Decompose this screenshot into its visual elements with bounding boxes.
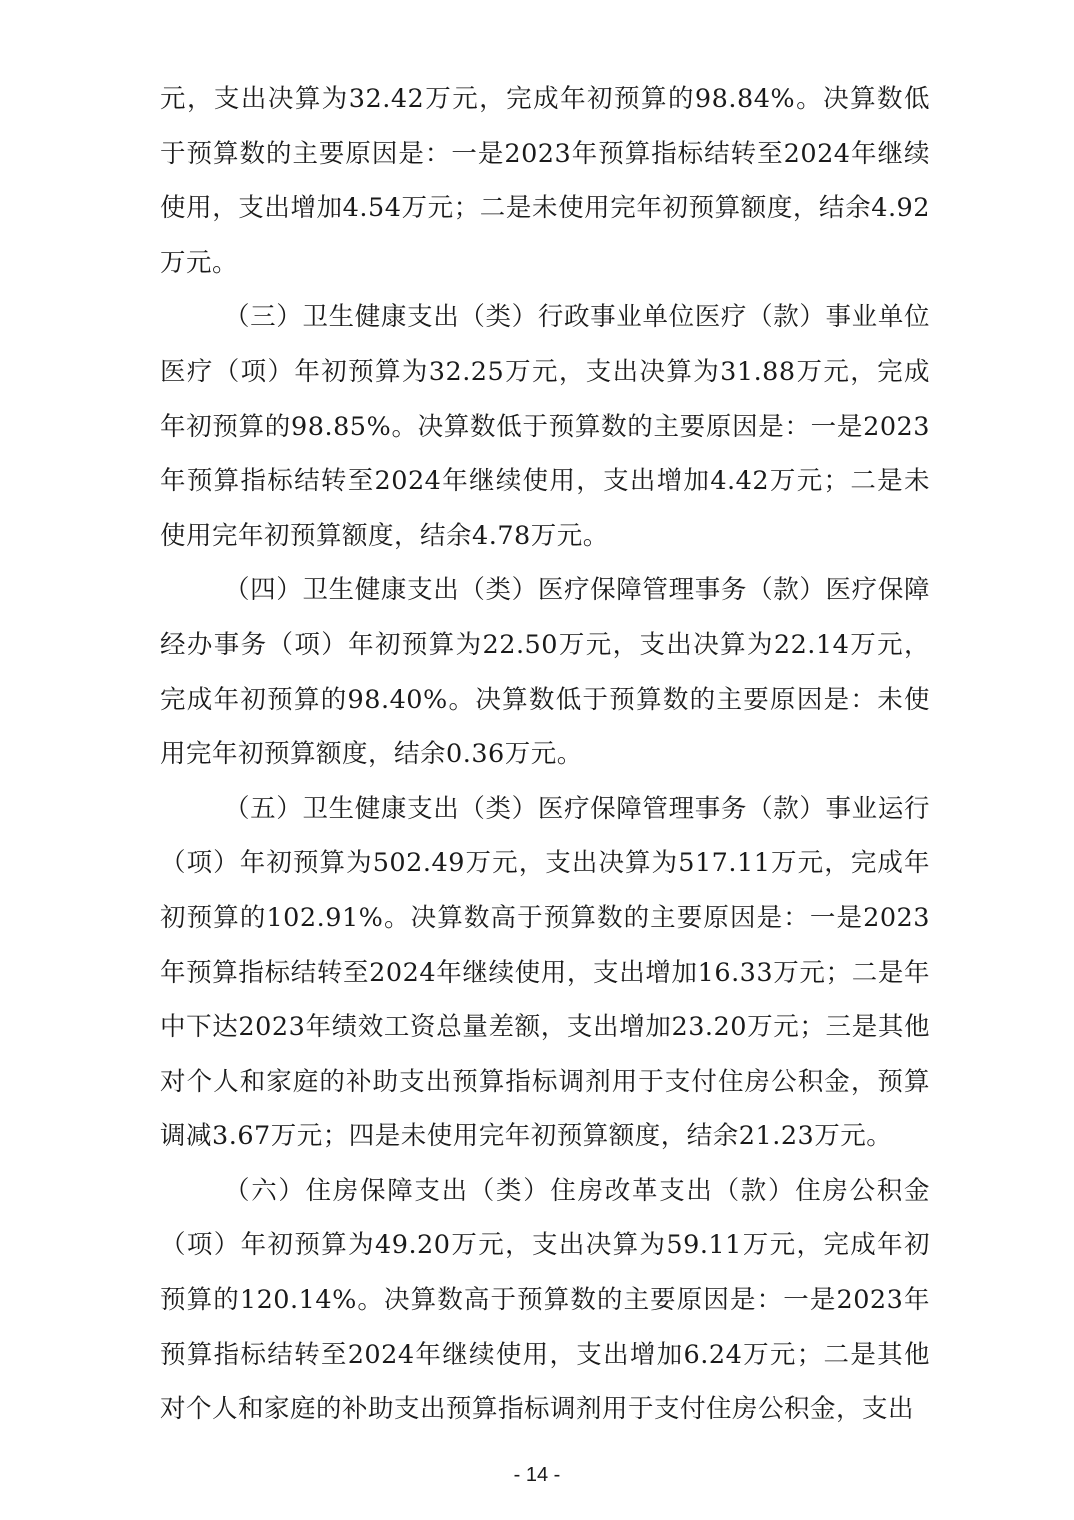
- document-body: [160, 72, 930, 1437]
- paragraph-section-3: （三）卫生健康支出（类）行政事业单位医疗（款）事业单位医疗（项）年初预算为32.25万元，支出决算为31.88万元，完成年初预算的98.85%。决算数低于预算数的主要原因是：一是2023年预算指标结转至2024年继续使用，支出增加4.42万元；二是未使用完年初预算额度，结余4.78万元。: [160, 302, 930, 551]
- paragraph-section-6: （六）住房保障支出（类）住房改革支出（款）住房公积金（项）年初预算为49.20万元，支出决算为59.11万元，完成年初预算的120.14%。决算数高于预算数的主要原因是：一是2023年预算指标结转至2024年继续使用，支出增加6.24万元；二是其他对个人和家庭的补助支出预算指标调剂用于支付住房公积金，支出: [160, 1175, 930, 1425]
- paragraph-section-5: （五）卫生健康支出（类）医疗保障管理事务（款）事业运行（项）年初预算为502.49万元，支出决算为517.11万元，完成年初预算的102.91%。决算数高于预算数的主要原因是：一是2023年预算指标结转至2024年继续使用，支出增加16.33万元；二是年中下达2023年绩效工资总量差额，支出增加23.20万元；三是其他对个人和家庭的补助支出预算指标调剂用于支付住房公积金，预算调减3.67万元；四是未使用完年初预算额度，结余21.23万元。: [160, 793, 930, 1152]
- paragraph-continuation: 元，支出决算为32.42万元，完成年初预算的98.84%。决算数低于预算数的主要原因是：一是2023年预算指标结转至2024年继续使用，支出增加4.54万元；二是未使用完年初预算额度，结余4.92万元。: [160, 84, 930, 278]
- page-number: - 14 -: [513, 1464, 561, 1486]
- paragraph-section-4: （四）卫生健康支出（类）医疗保障管理事务（款）医疗保障经办事务（项）年初预算为22.50万元，支出决算为22.14万元，完成年初预算的98.40%。决算数低于预算数的主要原因是：未使用完年初预算额度，结余0.36万元。: [160, 575, 930, 770]
